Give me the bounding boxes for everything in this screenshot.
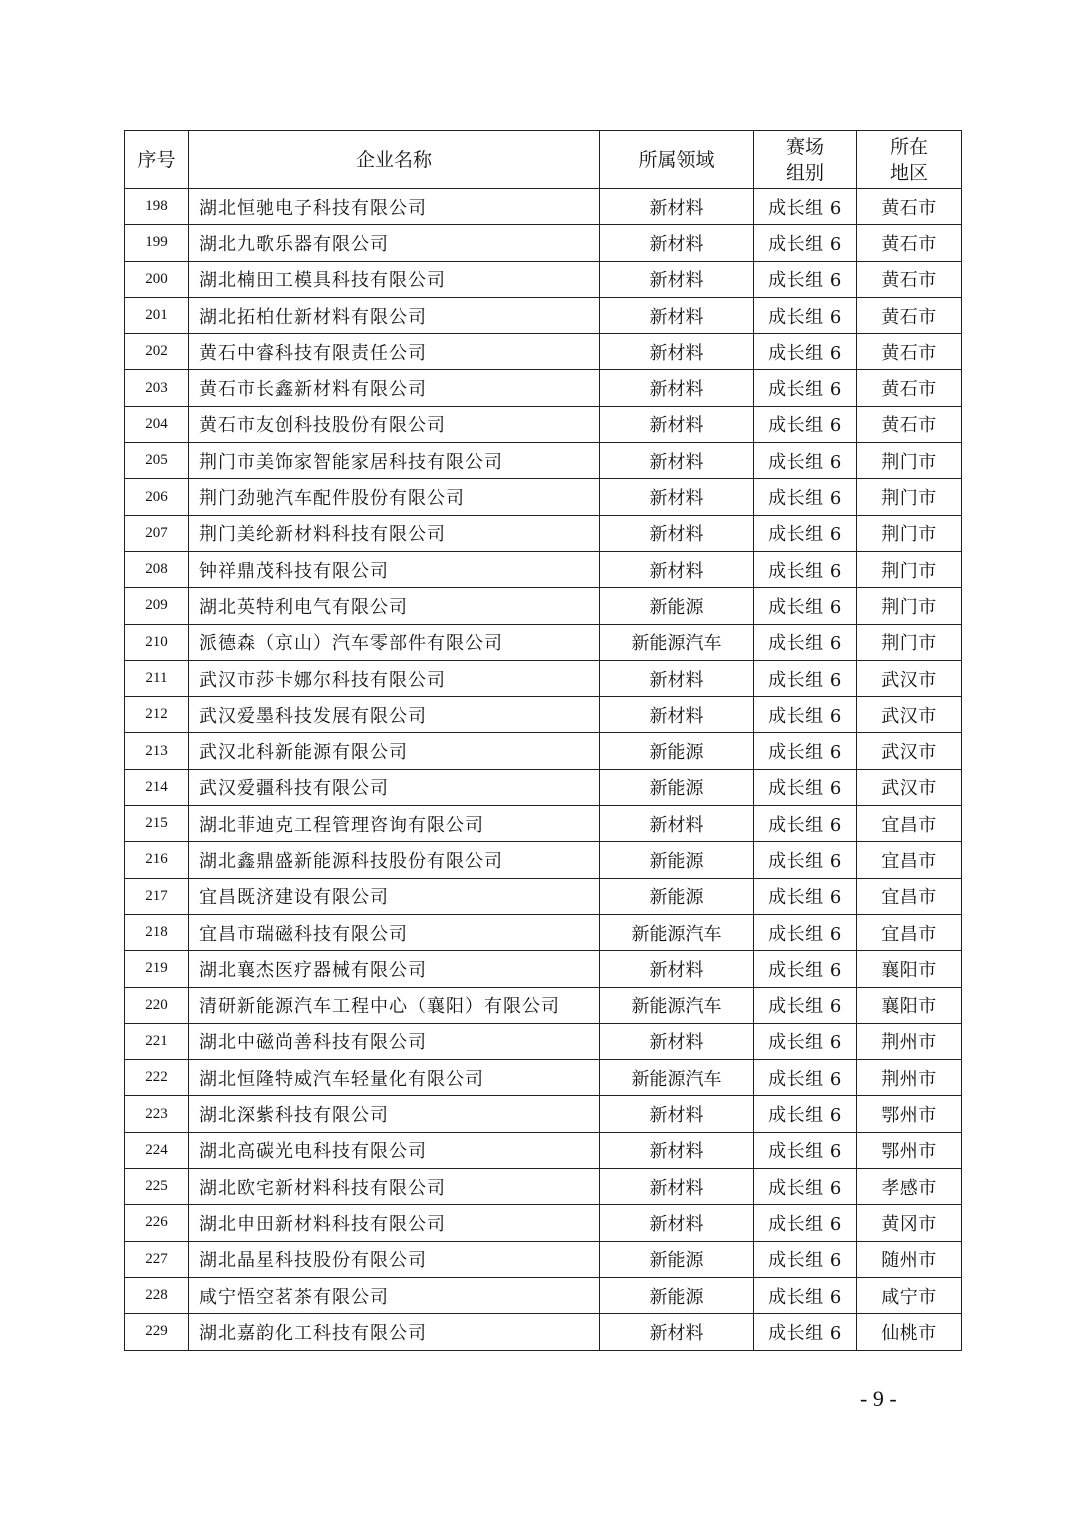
cell-region: 宜昌市 (857, 842, 962, 878)
cell-company-name: 荆门市美饰家智能家居科技有限公司 (189, 443, 600, 479)
cell-field: 新能源 (600, 1277, 754, 1313)
cell-field: 新能源汽车 (600, 987, 754, 1023)
cell-region: 黄石市 (857, 297, 962, 333)
cell-field: 新材料 (600, 370, 754, 406)
cell-field: 新材料 (600, 1023, 754, 1059)
cell-competition-group: 成长组 6 (754, 479, 857, 515)
cell-serial-number: 217 (125, 878, 189, 914)
header-region-line2: 地区 (889, 161, 928, 184)
cell-competition-group: 成长组 6 (754, 515, 857, 551)
cell-competition-group: 成长组 6 (754, 806, 857, 842)
cell-competition-group: 成长组 6 (754, 225, 857, 261)
cell-competition-group: 成长组 6 (754, 769, 857, 805)
cell-serial-number: 221 (125, 1023, 189, 1059)
cell-company-name: 湖北高碳光电科技有限公司 (189, 1132, 600, 1168)
cell-serial-number: 219 (125, 951, 189, 987)
cell-company-name: 武汉北科新能源有限公司 (189, 733, 600, 769)
cell-region: 黄石市 (857, 225, 962, 261)
cell-serial-number: 203 (125, 370, 189, 406)
cell-company-name: 湖北申田新材料科技有限公司 (189, 1205, 600, 1241)
cell-competition-group: 成长组 6 (754, 189, 857, 225)
cell-competition-group: 成长组 6 (754, 987, 857, 1023)
cell-field: 新材料 (600, 297, 754, 333)
table-row (125, 697, 962, 733)
cell-field: 新材料 (600, 1314, 754, 1350)
cell-competition-group: 成长组 6 (754, 1060, 857, 1096)
cell-serial-number: 201 (125, 297, 189, 333)
cell-competition-group: 成长组 6 (754, 842, 857, 878)
cell-region: 黄石市 (857, 189, 962, 225)
cell-region: 襄阳市 (857, 951, 962, 987)
cell-company-name: 黄石市长鑫新材料有限公司 (189, 370, 600, 406)
table-row (125, 951, 962, 987)
enterprise-list-table (124, 130, 962, 1351)
cell-region: 荆门市 (857, 479, 962, 515)
cell-company-name: 宜昌市瑞磁科技有限公司 (189, 914, 600, 950)
table-row (125, 1314, 962, 1350)
cell-field: 新能源汽车 (600, 624, 754, 660)
cell-company-name: 湖北楠田工模具科技有限公司 (189, 261, 600, 297)
table-header-row (125, 131, 962, 189)
cell-field: 新材料 (600, 225, 754, 261)
cell-field: 新材料 (600, 1169, 754, 1205)
cell-competition-group: 成长组 6 (754, 733, 857, 769)
cell-competition-group: 成长组 6 (754, 370, 857, 406)
cell-region: 黄石市 (857, 406, 962, 442)
table-row (125, 406, 962, 442)
cell-field: 新能源汽车 (600, 1060, 754, 1096)
cell-field: 新材料 (600, 806, 754, 842)
cell-company-name: 清研新能源汽车工程中心（襄阳）有限公司 (189, 987, 600, 1023)
cell-field: 新材料 (600, 334, 754, 370)
cell-company-name: 湖北中磁尚善科技有限公司 (189, 1023, 600, 1059)
cell-serial-number: 214 (125, 769, 189, 805)
cell-serial-number: 229 (125, 1314, 189, 1350)
cell-region: 咸宁市 (857, 1277, 962, 1313)
cell-serial-number: 215 (125, 806, 189, 842)
cell-field: 新材料 (600, 406, 754, 442)
cell-company-name: 湖北晶星科技股份有限公司 (189, 1241, 600, 1277)
cell-field: 新材料 (600, 1205, 754, 1241)
header-competition-group (754, 131, 857, 189)
cell-company-name: 派德森（京山）汽车零部件有限公司 (189, 624, 600, 660)
cell-competition-group: 成长组 6 (754, 443, 857, 479)
cell-competition-group: 成长组 6 (754, 697, 857, 733)
header-company-name: 企业名称 (189, 131, 600, 189)
cell-competition-group: 成长组 6 (754, 1169, 857, 1205)
cell-region: 荆门市 (857, 551, 962, 587)
table-row (125, 225, 962, 261)
cell-competition-group: 成长组 6 (754, 1132, 857, 1168)
table-row (125, 1096, 962, 1132)
cell-company-name: 湖北英特利电气有限公司 (189, 588, 600, 624)
cell-company-name: 湖北襄杰医疗器械有限公司 (189, 951, 600, 987)
cell-field: 新能源 (600, 878, 754, 914)
cell-serial-number: 222 (125, 1060, 189, 1096)
cell-serial-number: 228 (125, 1277, 189, 1313)
table-row (125, 515, 962, 551)
cell-company-name: 黄石市友创科技股份有限公司 (189, 406, 600, 442)
cell-company-name: 湖北恒驰电子科技有限公司 (189, 189, 600, 225)
cell-serial-number: 227 (125, 1241, 189, 1277)
cell-region: 武汉市 (857, 769, 962, 805)
cell-serial-number: 218 (125, 914, 189, 950)
table-row (125, 370, 962, 406)
table-row (125, 914, 962, 950)
cell-field: 新能源 (600, 842, 754, 878)
table-row (125, 624, 962, 660)
cell-company-name: 湖北深紫科技有限公司 (189, 1096, 600, 1132)
cell-company-name: 湖北鑫鼎盛新能源科技股份有限公司 (189, 842, 600, 878)
cell-field: 新材料 (600, 189, 754, 225)
cell-region: 黄石市 (857, 261, 962, 297)
header-group-line2: 组别 (785, 161, 824, 184)
table-row (125, 297, 962, 333)
cell-serial-number: 212 (125, 697, 189, 733)
cell-region: 武汉市 (857, 697, 962, 733)
cell-region: 黄石市 (857, 370, 962, 406)
cell-region: 鄂州市 (857, 1096, 962, 1132)
cell-field: 新材料 (600, 443, 754, 479)
table-row (125, 660, 962, 696)
table-row (125, 878, 962, 914)
cell-field: 新材料 (600, 1132, 754, 1168)
cell-company-name: 湖北欧宅新材料科技有限公司 (189, 1169, 600, 1205)
cell-field: 新能源 (600, 1241, 754, 1277)
cell-serial-number: 199 (125, 225, 189, 261)
cell-region: 黄冈市 (857, 1205, 962, 1241)
cell-competition-group: 成长组 6 (754, 624, 857, 660)
cell-region: 荆州市 (857, 1023, 962, 1059)
cell-region: 宜昌市 (857, 914, 962, 950)
cell-company-name: 荆门美纶新材料科技有限公司 (189, 515, 600, 551)
header-serial-number: 序号 (125, 131, 189, 189)
cell-region: 荆州市 (857, 1060, 962, 1096)
header-region-line1: 所在 (889, 135, 928, 158)
cell-serial-number: 208 (125, 551, 189, 587)
cell-field: 新材料 (600, 660, 754, 696)
table-row (125, 479, 962, 515)
cell-region: 宜昌市 (857, 878, 962, 914)
cell-company-name: 湖北恒隆特威汽车轻量化有限公司 (189, 1060, 600, 1096)
table-row (125, 334, 962, 370)
table-row (125, 1132, 962, 1168)
cell-serial-number: 224 (125, 1132, 189, 1168)
cell-region: 仙桃市 (857, 1314, 962, 1350)
table-row (125, 1060, 962, 1096)
cell-region: 武汉市 (857, 660, 962, 696)
table-row (125, 551, 962, 587)
cell-serial-number: 220 (125, 987, 189, 1023)
cell-company-name: 咸宁悟空茗茶有限公司 (189, 1277, 600, 1313)
cell-region: 鄂州市 (857, 1132, 962, 1168)
cell-serial-number: 225 (125, 1169, 189, 1205)
cell-company-name: 武汉爱墨科技发展有限公司 (189, 697, 600, 733)
table-row (125, 733, 962, 769)
cell-competition-group: 成长组 6 (754, 914, 857, 950)
cell-serial-number: 204 (125, 406, 189, 442)
table-row (125, 842, 962, 878)
cell-region: 荆门市 (857, 443, 962, 479)
table-row (125, 769, 962, 805)
cell-serial-number: 205 (125, 443, 189, 479)
cell-company-name: 武汉市莎卡娜尔科技有限公司 (189, 660, 600, 696)
cell-field: 新材料 (600, 1096, 754, 1132)
cell-company-name: 湖北嘉韵化工科技有限公司 (189, 1314, 600, 1350)
cell-competition-group: 成长组 6 (754, 588, 857, 624)
cell-serial-number: 200 (125, 261, 189, 297)
cell-serial-number: 198 (125, 189, 189, 225)
table-row (125, 189, 962, 225)
cell-competition-group: 成长组 6 (754, 1096, 857, 1132)
table-row (125, 1023, 962, 1059)
table-row (125, 806, 962, 842)
cell-region: 宜昌市 (857, 806, 962, 842)
cell-field: 新能源 (600, 769, 754, 805)
cell-serial-number: 202 (125, 334, 189, 370)
cell-region: 荆门市 (857, 624, 962, 660)
cell-company-name: 湖北拓柏仕新材料有限公司 (189, 297, 600, 333)
cell-company-name: 湖北九歌乐器有限公司 (189, 225, 600, 261)
table-row (125, 1277, 962, 1313)
cell-region: 孝感市 (857, 1169, 962, 1205)
page-number: - 9 - (860, 1386, 897, 1411)
table-row (125, 261, 962, 297)
cell-field: 新材料 (600, 951, 754, 987)
cell-company-name: 黄石中睿科技有限责任公司 (189, 334, 600, 370)
cell-region: 荆门市 (857, 588, 962, 624)
table-body (125, 189, 962, 1351)
cell-field: 新材料 (600, 551, 754, 587)
cell-region: 襄阳市 (857, 987, 962, 1023)
cell-serial-number: 206 (125, 479, 189, 515)
cell-region: 武汉市 (857, 733, 962, 769)
cell-competition-group: 成长组 6 (754, 406, 857, 442)
cell-serial-number: 209 (125, 588, 189, 624)
cell-competition-group: 成长组 6 (754, 1277, 857, 1313)
header-group-line1: 赛场 (785, 135, 824, 158)
table-row (125, 443, 962, 479)
cell-serial-number: 216 (125, 842, 189, 878)
cell-competition-group: 成长组 6 (754, 878, 857, 914)
cell-competition-group: 成长组 6 (754, 1241, 857, 1277)
cell-serial-number: 226 (125, 1205, 189, 1241)
cell-region: 荆门市 (857, 515, 962, 551)
cell-competition-group: 成长组 6 (754, 297, 857, 333)
cell-field: 新材料 (600, 697, 754, 733)
cell-company-name: 钟祥鼎茂科技有限公司 (189, 551, 600, 587)
cell-field: 新材料 (600, 479, 754, 515)
cell-region: 随州市 (857, 1241, 962, 1277)
cell-serial-number: 207 (125, 515, 189, 551)
cell-field: 新能源汽车 (600, 914, 754, 950)
cell-company-name: 宜昌既济建设有限公司 (189, 878, 600, 914)
cell-serial-number: 223 (125, 1096, 189, 1132)
cell-competition-group: 成长组 6 (754, 334, 857, 370)
cell-company-name: 武汉爱疆科技有限公司 (189, 769, 600, 805)
cell-field: 新能源 (600, 588, 754, 624)
cell-field: 新材料 (600, 261, 754, 297)
header-region (857, 131, 962, 189)
table-row (125, 1169, 962, 1205)
cell-competition-group: 成长组 6 (754, 1023, 857, 1059)
cell-serial-number: 211 (125, 660, 189, 696)
cell-competition-group: 成长组 6 (754, 261, 857, 297)
cell-field: 新材料 (600, 515, 754, 551)
cell-competition-group: 成长组 6 (754, 1314, 857, 1350)
table-row (125, 1205, 962, 1241)
cell-serial-number: 213 (125, 733, 189, 769)
cell-company-name: 荆门劲驰汽车配件股份有限公司 (189, 479, 600, 515)
table-row (125, 588, 962, 624)
cell-competition-group: 成长组 6 (754, 1205, 857, 1241)
cell-competition-group: 成长组 6 (754, 660, 857, 696)
cell-region: 黄石市 (857, 334, 962, 370)
cell-competition-group: 成长组 6 (754, 951, 857, 987)
cell-field: 新能源 (600, 733, 754, 769)
cell-competition-group: 成长组 6 (754, 551, 857, 587)
table-row (125, 987, 962, 1023)
table-row (125, 1241, 962, 1277)
header-field: 所属领域 (600, 131, 754, 189)
cell-company-name: 湖北菲迪克工程管理咨询有限公司 (189, 806, 600, 842)
cell-serial-number: 210 (125, 624, 189, 660)
